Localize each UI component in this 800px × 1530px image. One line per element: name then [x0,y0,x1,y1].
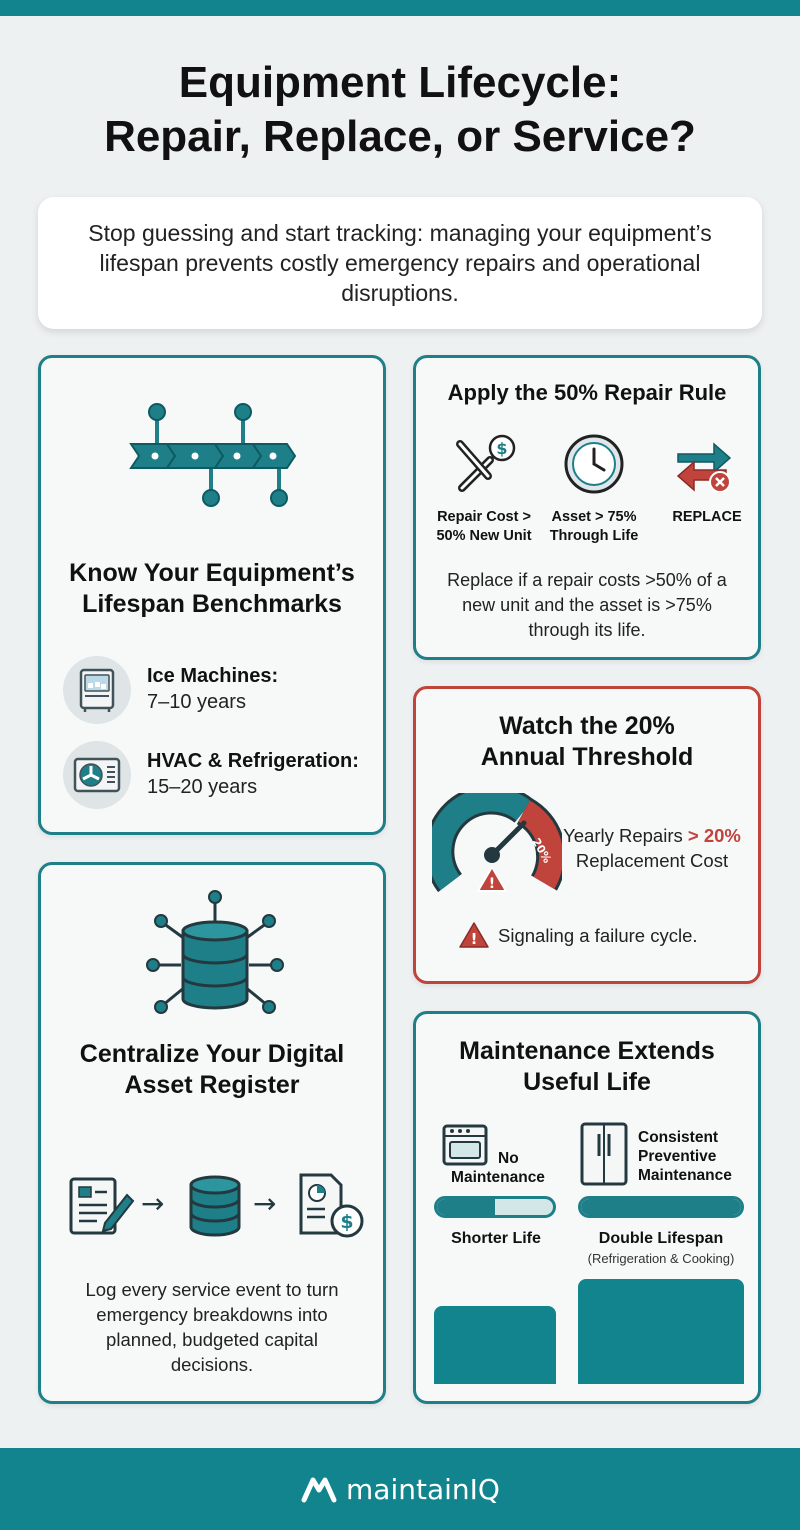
double-lifespan-note: (Refrigeration & Cooking) [587,1251,735,1266]
threshold-card [413,686,761,984]
top-accent-bar [0,0,800,16]
svg-text:!: ! [488,876,496,892]
financial-report-icon [295,1171,367,1241]
preventive-life-fill [581,1199,741,1215]
intro-banner [38,197,762,329]
repair-rule-card [413,355,761,660]
shorter-life-block [434,1306,556,1384]
svg-text:!: ! [470,930,478,948]
svg-text:$: $ [496,439,508,458]
lifespan-title: Know Your Equipment’s Lifespan Benchmarks [69,559,355,618]
maintenance-card [413,1011,761,1404]
database-network-icon [145,887,285,1017]
ice-machines-label: Ice Machines: [147,665,279,687]
maintenance-title: Maintenance Extends Useful Life [459,1037,715,1096]
document-edit-icon [65,1171,135,1239]
intro-text: Stop guessing and start tracking: managing your equipment’s lifespan prevents costly emergency repairs and operational disruptions. [88,220,712,306]
preventive-life-bar [578,1196,744,1218]
repair-step-replace: REPLACE [672,509,742,525]
hvac-unit-icon [63,741,131,809]
footer-bar [0,1448,800,1530]
repair-step-cost: Repair Cost > 50% New Unit [436,509,532,544]
repair-step-age: Asset > 75% Through Life [549,509,639,544]
arrow-right-icon: → [253,1187,277,1220]
clock-icon [562,432,626,496]
wrench-dollar-icon [450,430,520,500]
refrigerator-icon [578,1120,630,1188]
svg-text:$: $ [340,1211,354,1233]
lifespan-item-ice-machines [63,656,373,726]
page-title-line-1: Equipment Lifecycle: [178,58,622,107]
repair-rule-description: Replace if a repair costs >50% of a new unit and the asset is >75% through its life. [447,570,727,640]
preventive-maintenance-label: Consistent Preventive Maintenance [638,1129,732,1184]
page-title-line-2: Repair, Replace, or Service? [104,112,696,161]
maintainiq-logo-icon [300,1474,338,1504]
brand-name: maintainIQ [346,1472,500,1506]
ice-machine-icon [63,656,131,724]
lifespan-item-hvac [63,741,383,811]
double-lifespan-block [578,1279,744,1384]
arrow-right-icon: → [141,1187,165,1220]
register-description: Log every service event to turn emergency breakdowns into planned, budgeted capital decisions. [85,1279,339,1375]
register-title: Centralize Your Digital Asset Register [79,1040,345,1099]
threshold-warning: Signaling a failure cycle. [498,925,698,946]
block-divider [562,1279,572,1384]
register-card [38,862,386,1404]
page-title [0,56,800,164]
threshold-title: Watch the 20% Annual Threshold [480,712,694,771]
database-icon [185,1173,245,1239]
double-lifespan-label: Double Lifespan [598,1230,724,1247]
lifespan-card [38,355,386,835]
svg-text:20%: 20% [529,836,554,866]
hvac-label: HVAC & Refrigeration: [147,750,359,772]
no-maintenance-life-bar [434,1196,556,1218]
threshold-rule-text: Yearly Repairs > 20% Replacement Cost [563,825,741,871]
ice-machines-value: 7–10 years [147,691,246,713]
timeline-icon [127,398,299,510]
no-maintenance-life-fill [437,1199,495,1215]
shorter-life-label: Shorter Life [451,1230,541,1247]
repair-rule-title: Apply the 50% Repair Rule [447,380,727,405]
hvac-value: 15–20 years [147,776,258,798]
warning-icon [458,921,490,949]
replace-arrows-icon [670,436,738,496]
no-maintenance-label: No Maintenance [451,1150,545,1186]
gauge-icon [432,793,562,903]
